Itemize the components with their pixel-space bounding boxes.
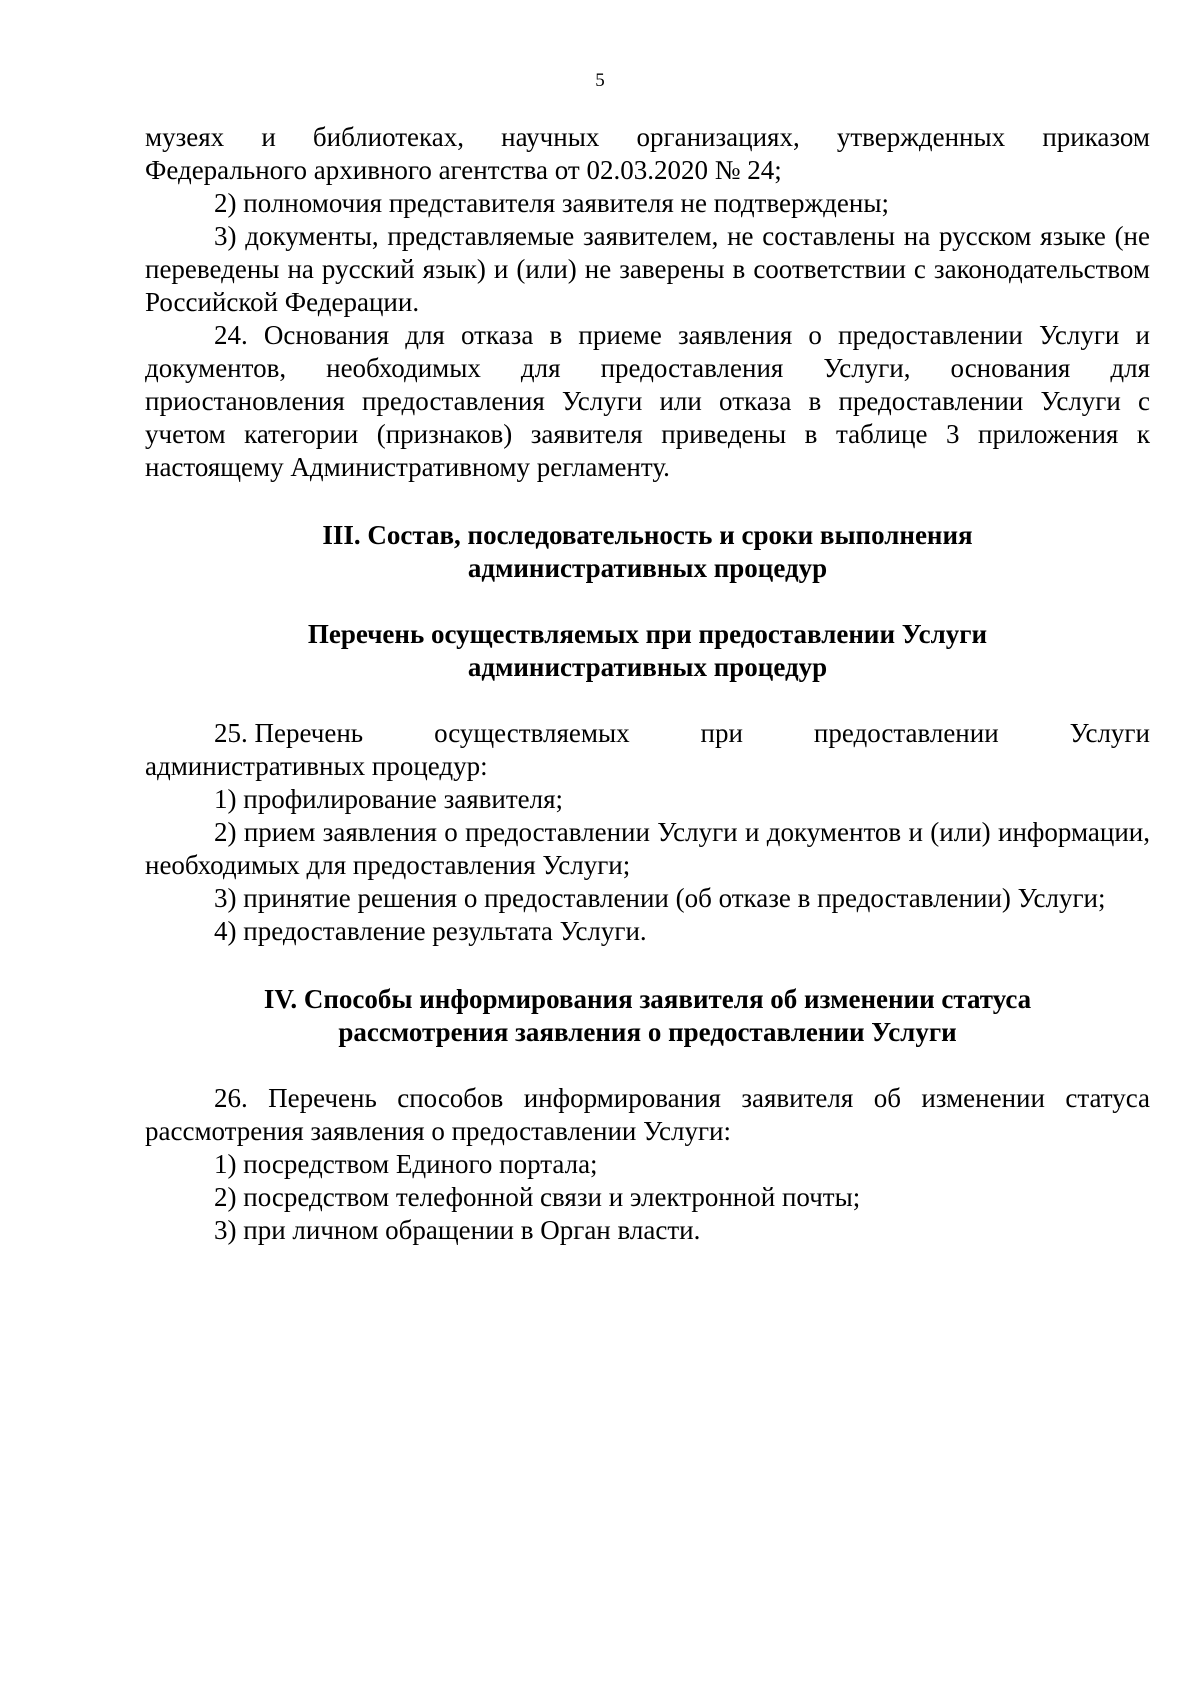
word: утвержденных [836,122,1006,152]
list-item: 2) посредством телефонной связи и электронной почты; [214,1182,861,1212]
subsection-heading: Перечень осуществляемых при предоставлении Услуги административных процедур [307,619,988,682]
paragraph: Федерального архивного агентства от 02.03.2020 № 24; [145,155,782,185]
section-heading: III. Состав, последовательность и сроки выполнения административных процедур [322,520,973,583]
paragraph: административных процедур: [145,751,488,781]
paragraph-line [145,121,1150,154]
paragraph: 2) полномочия представителя заявителя не подтверждены; [214,188,889,218]
paragraph: 24. Основания для отказа в приеме заявления о предоставлении Услуги и документов, необходимых для предоставления Услуги, основания для приостановления предоставления Услуги или отказа в предоставлении Услуги с учетом категории (признаков) заявителя приведены в таблице 3 приложения к настоящему Административному регламенту. [145,320,1150,482]
word: предоставлении [813,718,999,748]
word: научных [501,122,600,152]
word: организациях, [636,122,800,152]
list-item: 1) профилирование заявителя; [214,784,564,814]
paragraph: 26. Перечень способов информирования заявителя об изменении статуса рассмотрения заявления о предоставлении Услуги: [145,1083,1150,1146]
word: при [700,718,743,748]
word: музеях [145,122,225,152]
word: библиотеках, [312,122,464,152]
list-item: 3) принятие решения о предоставлении (об отказе в предоставлении) Услуги; [214,883,1106,913]
list-item: 1) посредством Единого портала; [214,1149,598,1179]
word: приказом [1042,122,1150,152]
list-item: 3) при личном обращении в Орган власти. [214,1215,701,1245]
word: осуществляемых [434,718,630,748]
word: 25. Перечень [214,718,364,748]
paragraph-line [145,717,1150,750]
word: Услуги [1069,718,1150,748]
word: и [261,122,276,152]
list-item: 2) прием заявления о предоставлении Услуги и документов и (или) информации, необходимых для предоставления Услуги; [145,817,1150,880]
section-heading: IV. Способы информирования заявителя об изменении статуса рассмотрения заявления о предоставлении Услуги [263,984,1032,1047]
page-number: 5 [595,70,605,91]
document-body [145,121,1150,1247]
paragraph: 3) документы, представляемые заявителем, не составлены на русском языке (не переведены на русский язык) и (или) не заверены в соответствии с законодательством Российской Федерации. [145,221,1150,317]
list-item: 4) предоставление результата Услуги. [214,916,647,946]
